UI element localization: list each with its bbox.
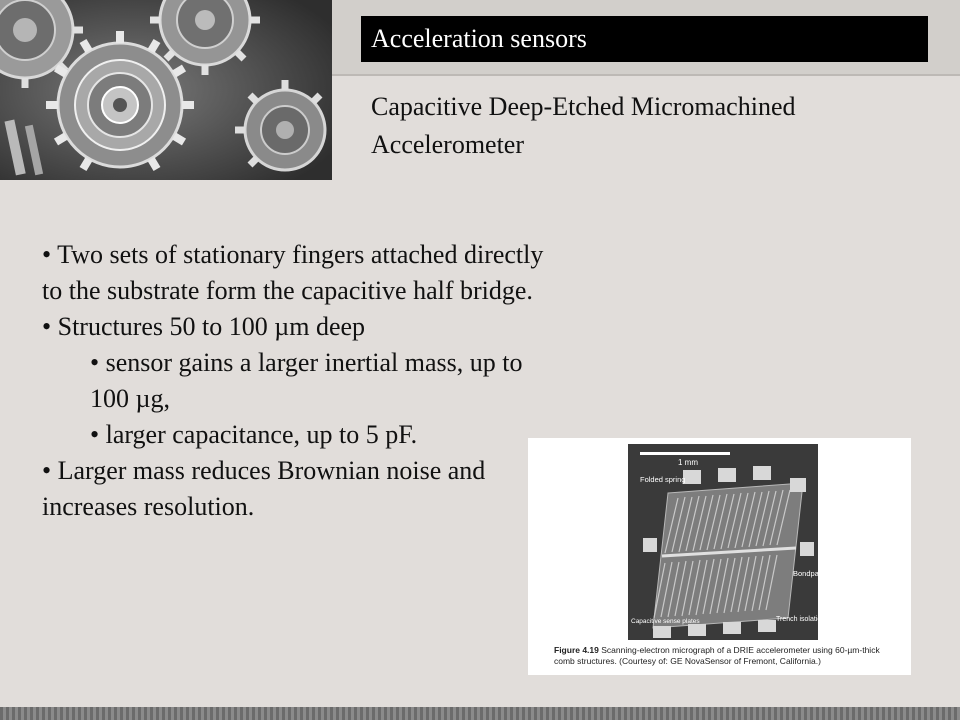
scale-label: 1 mm	[678, 458, 698, 467]
figure-number: Figure 4.19	[554, 645, 599, 655]
sem-micrograph	[528, 438, 911, 643]
bullet-item: • Larger mass reduces Brownian noise and increases resolution.	[42, 456, 486, 521]
header-band-edge	[332, 74, 960, 76]
slide-title: Acceleration sensors	[361, 16, 928, 62]
micro-gears-photo	[0, 0, 332, 180]
figure-caption-text: Scanning-electron micrograph of a DRIE accelerometer using 60-µm-thick comb structures. (Courtesy of: GE NovaSensor of Fremont, California.)	[554, 645, 880, 666]
figure-caption	[554, 645, 899, 667]
sub-bullet-item: • larger capacitance, up to 5 pF.	[90, 420, 418, 449]
bondpad-label: Bondpad	[793, 569, 824, 578]
footer-band	[0, 707, 960, 720]
folded-spring-label: Folded spring	[640, 475, 686, 484]
accelerometer-figure	[528, 438, 911, 675]
sub-bullet-item: • sensor gains a larger inertial mass, up to 100 µg,	[90, 348, 523, 413]
trench-label: Trench isolation	[776, 616, 826, 623]
bullet-item: • Two sets of stationary fingers attached directly to the substrate form the capacitive half bridge.	[42, 240, 544, 305]
bullet-item: • Structures 50 to 100 µm deep	[42, 312, 366, 341]
slide-subtitle: Capacitive Deep-Etched Micromachined Accelerometer	[371, 92, 796, 159]
bullet-list	[42, 237, 562, 525]
capacitive-label: Capacitive sense plates	[631, 618, 700, 625]
